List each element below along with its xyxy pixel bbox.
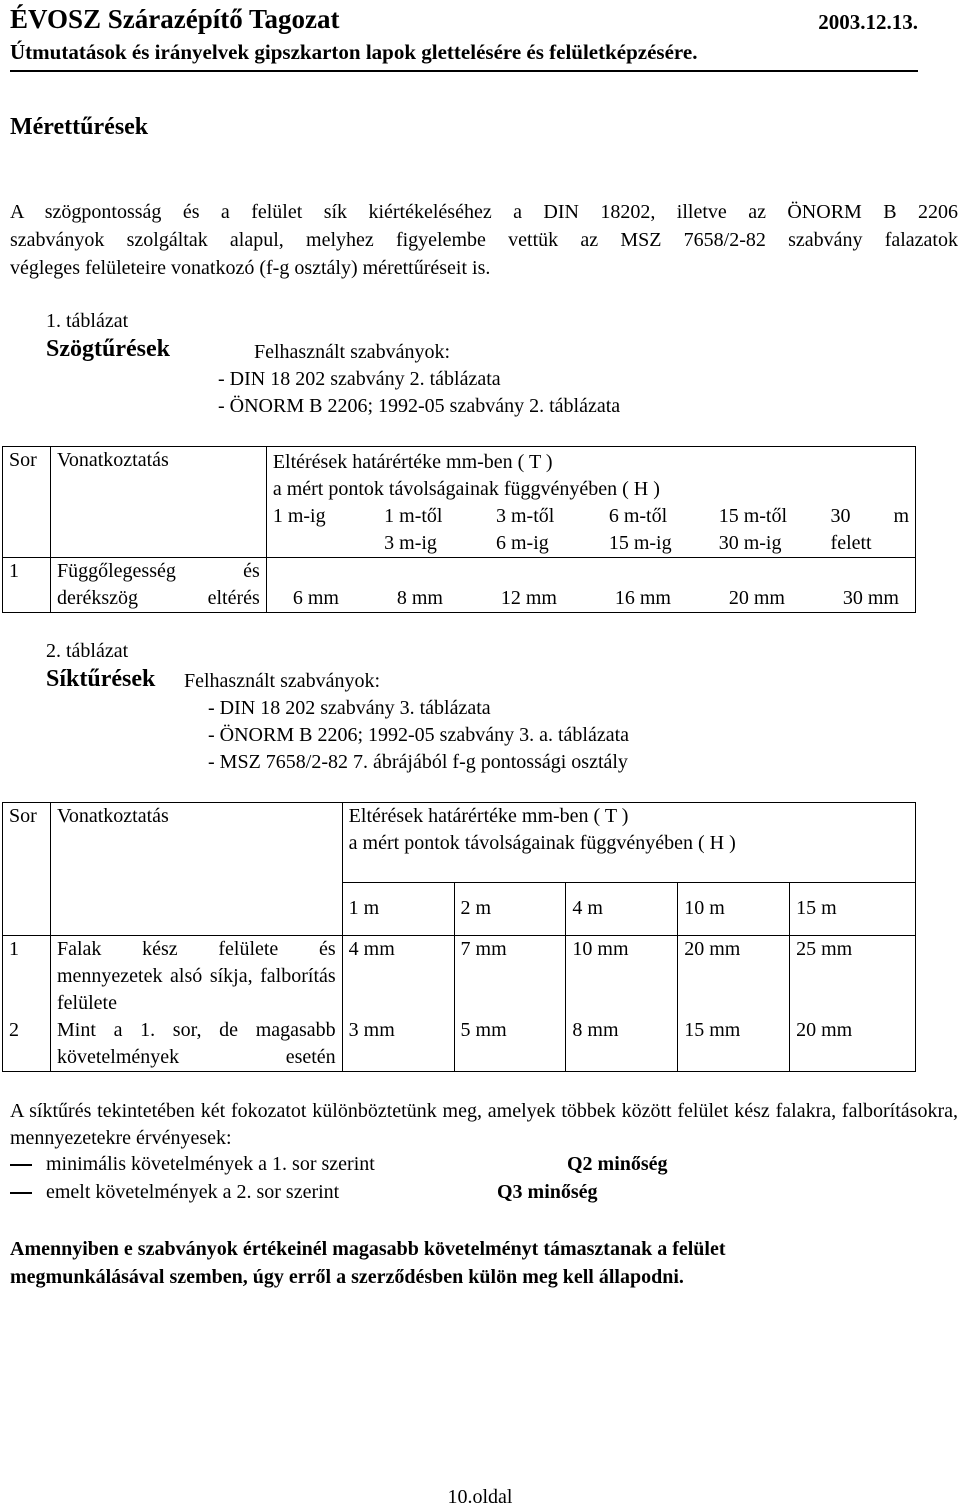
tolerance-value: 20 mm bbox=[728, 587, 785, 609]
intro-paragraph bbox=[10, 198, 958, 282]
row-reference: Mint a 1. sor, de magasabb követelmények esetén bbox=[50, 1017, 342, 1072]
table-row bbox=[3, 1017, 916, 1072]
intro-line: végleges felületeire vonatkozó (f-g osztály) mérettűréseit is. bbox=[10, 257, 491, 279]
tolerance-value: 10 mm bbox=[566, 936, 678, 1018]
table1-caption: 1. táblázat bbox=[46, 310, 129, 332]
tolerance-value: 12 mm bbox=[500, 587, 557, 609]
tolerance-table-angle bbox=[2, 446, 916, 613]
row-number: 1 bbox=[3, 936, 51, 1018]
tolerance-value: 16 mm bbox=[614, 587, 671, 609]
table2-title: Síktűrések bbox=[46, 666, 156, 692]
quality-item-text: minimális követelmények a 1. sor szerint bbox=[46, 1153, 375, 1175]
row-reference: Függőlegesség és derékszög eltérés bbox=[50, 558, 266, 613]
tolerance-value: 20 mm bbox=[678, 936, 790, 1018]
table1-title: Szögtűrések bbox=[46, 336, 170, 362]
tolerance-value: 30 mm bbox=[842, 587, 899, 609]
tolerance-value: 15 mm bbox=[678, 1017, 790, 1072]
row-number: 2 bbox=[3, 1017, 51, 1072]
intro-line: szabványok szolgáltak alapul, melyhez figyelembe vettük az MSZ 7658/2-82 szabvány falazatok bbox=[10, 229, 958, 251]
quality-intro: A síktűrés tekintetében két fokozatot különböztetünk meg, amelyek többek között felület kész falakra, falborításokra, mennyezetekre érvényesek: bbox=[10, 1100, 958, 1149]
document-date: 2003.12.13. bbox=[818, 10, 918, 34]
deviation-line: Eltérések határértéke mm-ben ( T ) bbox=[272, 451, 553, 473]
distance-value: 15 m bbox=[790, 882, 916, 935]
distance-range: 1 m-ig bbox=[266, 503, 378, 558]
distance-range: 3 m-től 6 m-ig bbox=[490, 503, 603, 558]
table1-standard: - DIN 18 202 szabvány 2. táblázata bbox=[218, 368, 501, 390]
table2-standard: - DIN 18 202 szabvány 3. táblázata bbox=[208, 697, 491, 719]
table-header-row bbox=[3, 803, 916, 883]
col-header-sor: Sor bbox=[3, 447, 51, 558]
tolerance-value: 7 mm bbox=[454, 936, 566, 1018]
tolerance-values bbox=[266, 558, 915, 613]
quality-item bbox=[10, 1153, 375, 1176]
tolerance-table-flatness bbox=[2, 802, 916, 1072]
tolerance-value: 5 mm bbox=[454, 1017, 566, 1072]
deviation-description bbox=[266, 447, 915, 504]
deviation-description bbox=[342, 803, 915, 883]
intro-line: A szögpontosság és a felület sík kiértékeléséhez a DIN 18202, illetve az ÖNORM B 2206 bbox=[10, 201, 958, 223]
tolerance-value: 8 mm bbox=[396, 587, 443, 609]
deviation-line: a mért pontok távolságainak függvényében ( H ) bbox=[272, 478, 660, 500]
table2-standard: - MSZ 7658/2-82 7. ábrájából f-g pontossági osztály bbox=[208, 751, 628, 773]
dash-bullet-icon bbox=[10, 1192, 32, 1194]
table-row bbox=[3, 558, 916, 613]
agreement-note: Amennyiben e szabványok értékeinél magasabb követelményt támasztanak a felület megmunkálásával szemben, úgy erről a szerződésben külön meg kell állapodni. bbox=[10, 1238, 726, 1288]
quality-item bbox=[10, 1181, 339, 1204]
distance-range: 6 m-től 15 m-ig bbox=[603, 503, 713, 558]
table2-standard: - ÖNORM B 2206; 1992-05 szabvány 3. a. táblázata bbox=[208, 724, 630, 746]
page-number: 10.oldal bbox=[447, 1486, 513, 1508]
deviation-line: a mért pontok távolságainak függvényében ( H ) bbox=[348, 832, 736, 854]
distance-value: 4 m bbox=[566, 882, 678, 935]
table-header-row bbox=[3, 447, 916, 504]
quality-item-text: emelt követelmények a 2. sor szerint bbox=[46, 1181, 340, 1203]
table2-caption: 2. táblázat bbox=[46, 640, 129, 662]
document-subtitle: Útmutatások és irányelvek gipszkarton lapok glettelésére és felületképzésére. bbox=[10, 40, 698, 64]
quality-grade: Q2 minőség bbox=[567, 1153, 668, 1175]
tolerance-value: 8 mm bbox=[566, 1017, 678, 1072]
tolerance-value: 3 mm bbox=[342, 1017, 454, 1072]
row-number: 1 bbox=[3, 558, 51, 613]
col-header-reference: Vonatkoztatás bbox=[50, 447, 266, 558]
distance-range: 30 m felett bbox=[825, 503, 916, 558]
table1-standard: - ÖNORM B 2206; 1992-05 szabvány 2. táblázata bbox=[218, 395, 621, 417]
table1-standards-label: Felhasznált szabványok: bbox=[254, 341, 451, 363]
dash-bullet-icon bbox=[10, 1164, 32, 1166]
document-header-title: ÉVOSZ Szárazépítő Tagozat bbox=[10, 4, 340, 34]
quality-grade: Q3 minőség bbox=[497, 1181, 598, 1203]
distance-value: 1 m bbox=[342, 882, 454, 935]
section-title: Mérettűrések bbox=[10, 114, 149, 140]
row-reference: Falak kész felülete és mennyezetek alsó síkja, falborítás felülete bbox=[50, 936, 342, 1018]
distance-value: 10 m bbox=[678, 882, 790, 935]
col-header-sor: Sor bbox=[3, 803, 51, 936]
table2-standards-label: Felhasznált szabványok: bbox=[184, 670, 381, 692]
tolerance-value: 20 mm bbox=[790, 1017, 916, 1072]
tolerance-value: 4 mm bbox=[342, 936, 454, 1018]
tolerance-value: 25 mm bbox=[790, 936, 916, 1018]
deviation-line: Eltérések határértéke mm-ben ( T ) bbox=[348, 805, 629, 827]
tolerance-value: 6 mm bbox=[292, 587, 339, 609]
table-row bbox=[3, 936, 916, 1018]
distance-value: 2 m bbox=[454, 882, 566, 935]
distance-range: 1 m-től 3 m-ig bbox=[378, 503, 490, 558]
col-header-reference: Vonatkoztatás bbox=[50, 803, 342, 936]
distance-range: 15 m-től 30 m-ig bbox=[713, 503, 825, 558]
header-divider bbox=[10, 70, 918, 72]
